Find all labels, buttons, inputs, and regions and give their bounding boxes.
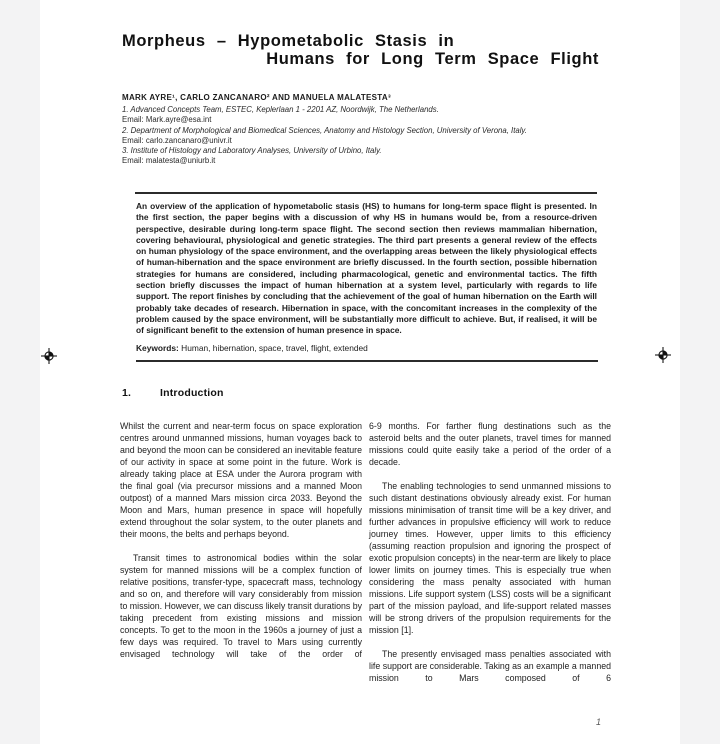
- intro-paragraph: The enabling technologies to send unmanned missions to such distant destinations obviously already exist. For human missions minimisation of transit time will be a key driver, and further advances in propulsive efficiency will work to reduce journey times. However, upper limits to this efficiency (assuming reaction propulsion and ignoring the prospect of exotic propulsion concepts) in the near-term are likely to place lower limits on journey times. This is especially true when considering the mass penalty associated with human missions. Life support system (LSS) costs will be a significant part of the mission payload, and life-support related masses will be strong drivers of the propulsion requirements for the mission [1].: [369, 481, 611, 635]
- authors-line: MARK AYRE¹, CARLO ZANCANARO² AND MANUELA MALATESTA³: [122, 93, 391, 102]
- paper-title-line-2: Humans for Long Term Space Flight: [266, 50, 599, 68]
- abstract-bottom-rule: [136, 360, 598, 362]
- section-title: Introduction: [160, 387, 224, 399]
- paper-title: [122, 32, 599, 68]
- abstract-block: [136, 201, 597, 362]
- keywords-line: [136, 343, 597, 353]
- affiliation-email-1: Email: Mark.ayre@esa.int: [122, 115, 212, 125]
- abstract-top-rule: [135, 192, 597, 194]
- affiliation-3: 3. Institute of Histology and Laboratory Analyses, University of Urbino, Italy.: [122, 146, 382, 156]
- intro-paragraph: The presently envisaged mass penalties associated with life support are considerable. Taking as an example a manned mission to Mars composed of 6: [369, 649, 611, 683]
- registration-mark-icon: [41, 348, 57, 364]
- registration-mark-icon: [655, 347, 671, 363]
- left-column: [120, 420, 362, 696]
- keywords-value: Human, hibernation, space, travel, flight, extended: [181, 342, 368, 353]
- right-column: [369, 420, 611, 696]
- intro-paragraph: Whilst the current and near-term focus on space exploration centres around unmanned missions, human voyages back to and beyond the moon can be considered an inevitable feature of our activity in space at some point in the future. Work is already taking place at ESA under the Aurora program with the final goal (via precursor missions and a manned Moon outpost) of a manned Mars mission circa 2033. Beyond the Moon and Mars, human presence in space will hopefully extend throughout the solar system, to the outer planets and their moons, the belts and perhaps beyond.: [120, 421, 362, 539]
- affiliation-email-3: Email: malatesta@uniurb.it: [122, 156, 216, 166]
- intro-columns: [120, 420, 611, 696]
- affiliation-email-2: Email: carlo.zancanaro@univr.it: [122, 135, 232, 145]
- keywords-label: Keywords:: [136, 342, 179, 353]
- section-number: 1.: [122, 387, 132, 399]
- abstract-text: An overview of the application of hypometabolic stasis (HS) to humans for long-term space flight is presented. In the first section, the paper begins with a discussion of why HS in humans would be, from a resource-driven perspective, desirable during long-term space flight. The second section then reviews mammalian hibernation, covering behavioural, physiological and genetic strategies. The third part presents a general review of the effects on human physiology of the space environment, and the overlapping areas between the likely physiological effects of human-hibernation and the space environment are briefly discussed. In the fourth section, possible hibernation strategies for humans are considered, including pharmacological, genetic and environmental tactics. The fifth section briefly discusses the impact of human hibernation at a system level, particularly with regards to life support. The report finishes by concluding that the achievement of the goal of human hibernation on the Earth will probably take decades of research. Hibernation in space, with the concomitant increases in the complexity of the problem caused by the space environment, will be substantially more difficult to achieve. But, if realised, it will be of significant benefit to the extension of human presence in space.: [136, 201, 597, 336]
- paper-title-line-1: Morpheus – Hypometabolic Stasis in: [122, 32, 455, 50]
- affiliations-block: [122, 105, 622, 167]
- page-number: 1: [596, 717, 602, 727]
- intro-paragraph: Transit times to astronomical bodies within the solar system for manned missions will be a complex function of relative positions, transfer-type, spacecraft mass, technology and so on, and therefore will vary considerably from mission to mission. However, we can discuss likely transit durations by taking precedent from existing missions and mission concepts. To get to the moon in the 1960s a journey of just a few days was required. To travel to Mars using currently envisaged technology will take of the order of: [120, 553, 363, 659]
- affiliation-1: 1. Advanced Concepts Team, ESTEC, Keplerlaan 1 - 2201 AZ, Noordwijk, The Netherlands.: [122, 105, 439, 114]
- intro-paragraph: 6-9 months. For farther flung destinations such as the asteroid belts and the outer planets, travel times for manned missions could quite easily take a period of the order of a decade.: [369, 421, 611, 467]
- affiliation-2: 2. Department of Morphological and Biomedical Sciences, Anatomy and Histology Section, University of Verona, Italy.: [122, 125, 527, 135]
- section-1-heading: [122, 387, 224, 399]
- paper-page: [40, 0, 680, 744]
